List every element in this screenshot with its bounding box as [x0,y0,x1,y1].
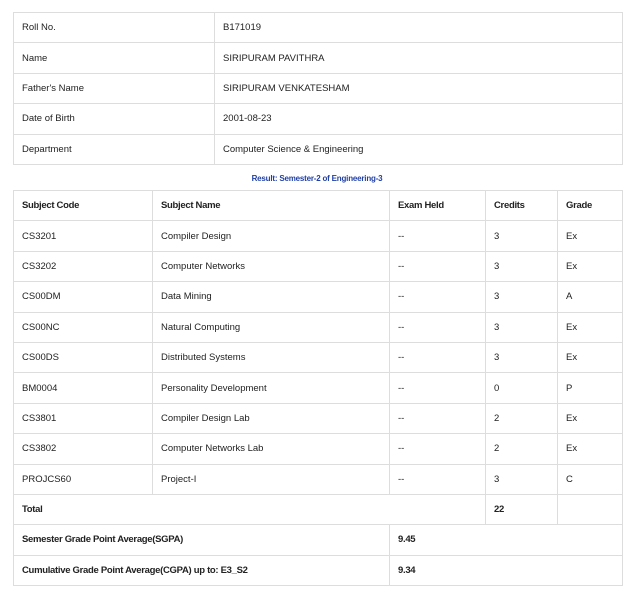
table-row [14,434,623,464]
roll-no-row [14,13,623,43]
date-of-birth-row [14,104,623,134]
grade: Ex [558,434,623,464]
subject-code: PROJCS60 [14,464,153,494]
subject-code: CS00DM [14,282,153,312]
credits: 2 [486,403,558,433]
table-row [14,403,623,433]
table-row [14,221,623,251]
grade: Ex [558,251,623,281]
table-row [14,312,623,342]
subject-code: CS3202 [14,251,153,281]
info-value: Computer Science & Engineering [215,134,623,164]
info-label: Date of Birth [14,104,215,134]
header-subject-name: Subject Name [153,191,390,221]
subject-code: CS00NC [14,312,153,342]
cgpa-row [14,555,623,585]
department-row [14,134,623,164]
sgpa-label: Semester Grade Point Average(SGPA) [14,525,390,555]
subject-code: CS3801 [14,403,153,433]
credits: 2 [486,434,558,464]
cgpa-label: Cumulative Grade Point Average(CGPA) up to: E3_S2 [14,555,390,585]
exam-held: -- [390,282,486,312]
grade: Ex [558,221,623,251]
exam-held: -- [390,342,486,372]
subject-name: Compiler Design Lab [153,403,390,433]
subject-code: CS3802 [14,434,153,464]
exam-held: -- [390,251,486,281]
subject-name: Distributed Systems [153,342,390,372]
info-label: Department [14,134,215,164]
grade: A [558,282,623,312]
grade: Ex [558,342,623,372]
subject-name: Computer Networks [153,251,390,281]
subject-name: Natural Computing [153,312,390,342]
subject-name: Compiler Design [153,221,390,251]
subjects-table [13,190,623,586]
table-row [14,282,623,312]
table-row [14,251,623,281]
table-row [14,464,623,494]
subject-code: CS3201 [14,221,153,251]
name-row [14,43,623,73]
header-subject-code: Subject Code [14,191,153,221]
credits: 3 [486,282,558,312]
credits: 3 [486,464,558,494]
info-label: Name [14,43,215,73]
grade: C [558,464,623,494]
table-row [14,373,623,403]
fathers-name-row [14,73,623,103]
cgpa-value: 9.34 [390,555,623,585]
info-value: SIRIPURAM PAVITHRA [215,43,623,73]
header-credits: Credits [486,191,558,221]
subject-name: Project-I [153,464,390,494]
subject-name: Data Mining [153,282,390,312]
credits: 3 [486,221,558,251]
info-label: Father's Name [14,73,215,103]
total-row [14,494,623,524]
exam-held: -- [390,312,486,342]
exam-held: -- [390,373,486,403]
table-row [14,342,623,372]
info-value: SIRIPURAM VENKATESHAM [215,73,623,103]
subjects-header-row [14,191,623,221]
total-credits: 22 [486,494,558,524]
exam-held: -- [390,464,486,494]
credits: 3 [486,312,558,342]
credits: 3 [486,251,558,281]
subject-code: CS00DS [14,342,153,372]
grade: P [558,373,623,403]
grade: Ex [558,312,623,342]
sgpa-row [14,525,623,555]
result-title: Result: Semester-2 of Engineering-3 [251,174,383,183]
total-label: Total [14,494,486,524]
header-grade: Grade [558,191,623,221]
student-info-table [13,12,623,165]
credits: 3 [486,342,558,372]
total-grade-empty [558,494,623,524]
header-exam-held: Exam Held [390,191,486,221]
credits: 0 [486,373,558,403]
grade: Ex [558,403,623,433]
exam-held: -- [390,403,486,433]
exam-held: -- [390,221,486,251]
info-value: 2001-08-23 [215,104,623,134]
subject-code: BM0004 [14,373,153,403]
subject-name: Computer Networks Lab [153,434,390,464]
sgpa-value: 9.45 [390,525,623,555]
info-value: B171019 [215,13,623,43]
subject-name: Personality Development [153,373,390,403]
info-label: Roll No. [14,13,215,43]
exam-held: -- [390,434,486,464]
